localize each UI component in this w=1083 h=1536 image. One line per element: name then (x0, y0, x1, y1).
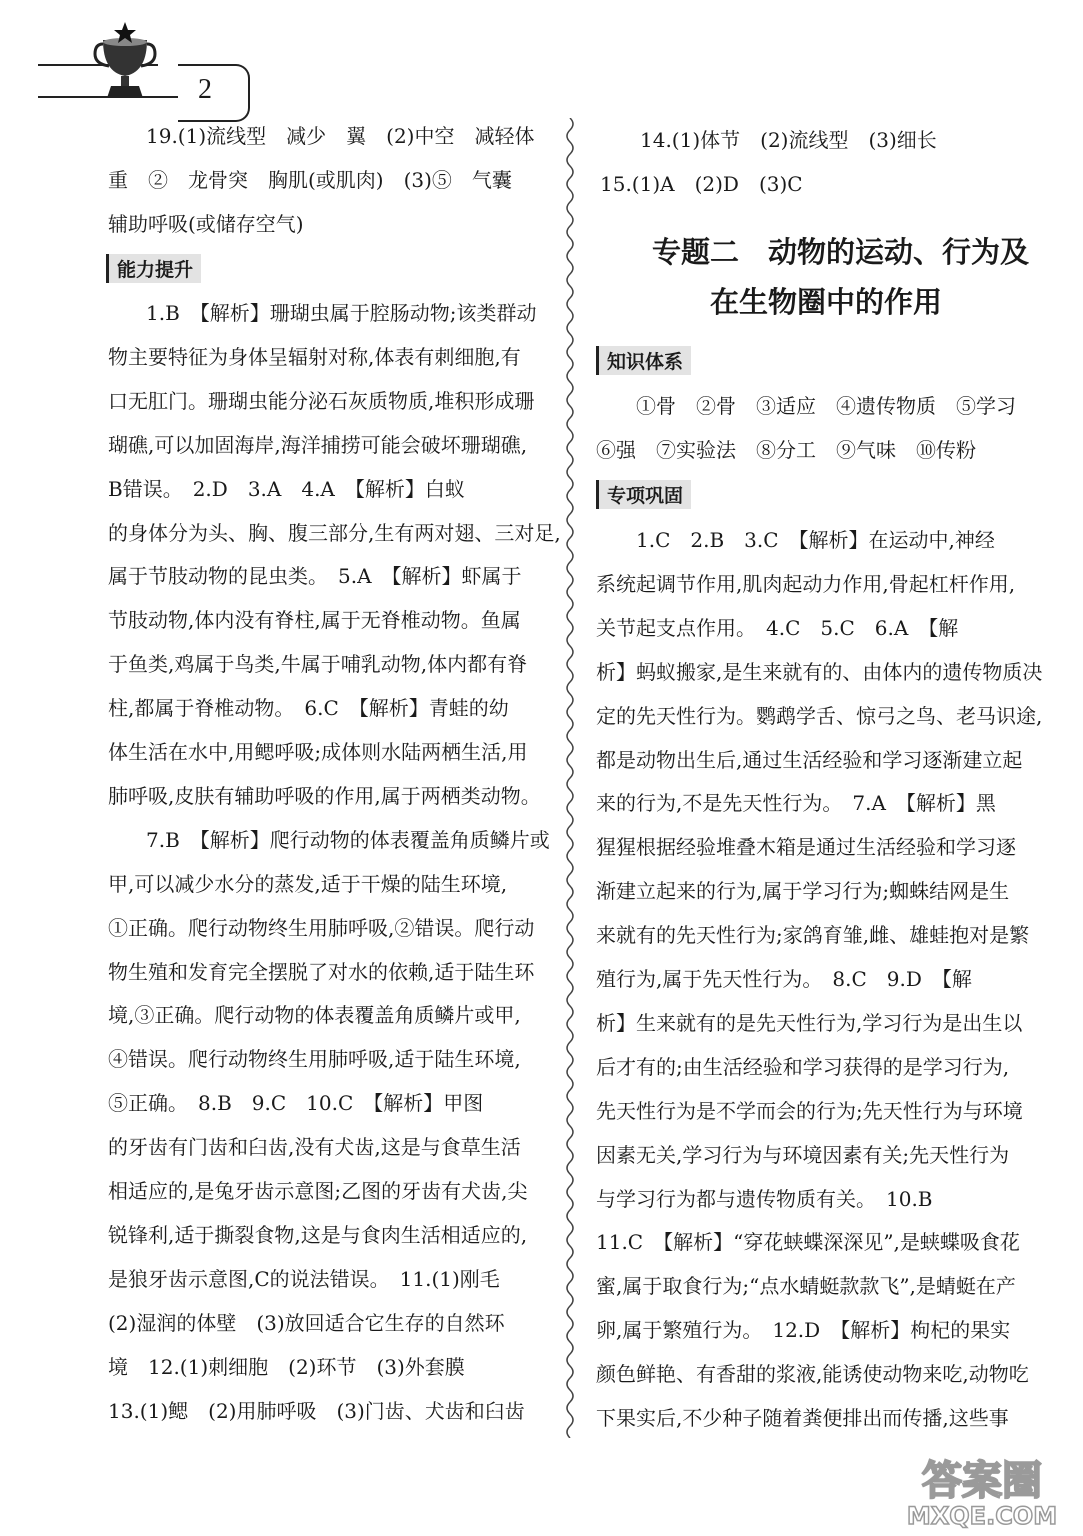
left-answer-line: ④错误。爬行动物终生用肺呼吸,适于陆生环境, (108, 1047, 521, 1072)
right-line-2: 15.(1)A (2)D (3)C (600, 172, 803, 196)
left-answer-line: 相适应的,是兔牙齿示意图;乙图的牙齿有犬齿,尖 (108, 1179, 528, 1203)
left-line-3: 辅助呼吸(或储存空气) (108, 212, 304, 236)
right-answer-line: 析】蚂蚁搬家,是生来就有的、由体内的遗传物质决 (596, 659, 1043, 684)
left-answer-line: 的牙齿有门齿和臼齿,没有犬齿,这是与食草生活 (108, 1135, 521, 1160)
left-answer-line: (2)湿润的体壁 (3)放回适合它生存的自然环 (108, 1310, 505, 1335)
left-answer-line: 的身体分为头、胸、腹三部分,生有两对翅、三对足, (108, 520, 561, 545)
right-answer-line: 蜜,属于取食行为;“点水蜻蜓款款飞”,是蜻蜓在产 (596, 1274, 1016, 1299)
section-ability-heading: 能力提升 (106, 254, 201, 283)
left-answer-line: 13.(1)鳃 (2)用肺呼吸 (3)门齿、犬齿和臼齿 (108, 1398, 525, 1423)
right-answer-line: 定的先天性行为。鹦鹉学舌、惊弓之鸟、老马识途, (596, 703, 1043, 728)
left-answer-line: 瑚礁,可以加固海岸,海洋捕捞可能会破坏珊瑚礁, (108, 432, 528, 457)
left-line-2: 重 ② 龙骨突 胸肌(或肌肉) (3)⑤ 气囊 (108, 168, 512, 192)
watermark-text-cn: 答案圈 (922, 1458, 1042, 1504)
right-answer-line: 殖行为,属于先天性行为。 8.C 9.D 【解 (596, 967, 972, 991)
section-consolidate-heading: 专项巩固 (596, 480, 691, 509)
left-answer-line: 是狼牙齿示意图,C的说法错误。 11.(1)刚毛 (108, 1266, 500, 1291)
left-answer-line: 7.B 【解析】爬行动物的体表覆盖角质鳞片或 (146, 827, 550, 852)
left-answer-line: 境 12.(1)刺细胞 (2)环节 (3)外套膜 (108, 1354, 465, 1379)
page-number: 2 (198, 74, 212, 105)
column-divider (562, 118, 578, 1438)
trophy-icon (85, 20, 165, 104)
chapter-title-line-1: 专题二 动物的运动、行为及 (652, 235, 1030, 269)
left-answer-line: 1.B 【解析】珊瑚虫属于腔肠动物;该类群动 (146, 301, 537, 325)
left-answer-line: 属于节肢动物的昆虫类。 5.A 【解析】虾属于 (108, 564, 522, 589)
right-answer-line: 渐建立起来的行为,属于学习行为;蜘蛛结网是生 (596, 879, 1010, 904)
right-answer-line: 后才有的;由生活经验和学习获得的是学习行为, (596, 1054, 1010, 1079)
page-number-tab (178, 64, 250, 122)
right-answer-line: 系统起调节作用,肌肉起动力作用,骨起杠杆作用, (596, 571, 1016, 596)
left-answer-line: 甲,可以减少水分的蒸发,适于干燥的陆生环境, (108, 871, 508, 896)
left-answer-line: 口无肛门。珊瑚虫能分泌石灰质物质,堆积形成珊 (108, 388, 535, 413)
right-answer-line: 猩猩根据经验堆叠木箱是通过生活经验和学习逐 (596, 835, 1016, 860)
right-line-1: 14.(1)体节 (2)流线型 (3)细长 (640, 128, 937, 152)
page-header (30, 20, 230, 110)
left-answer-line: ①正确。爬行动物终生用肺呼吸,②错误。爬行动 (108, 915, 535, 940)
left-answer-line: 锐锋利,适于撕裂食物,这是与食肉生活相适应的, (108, 1222, 528, 1247)
right-answer-line: 先天性行为是不学而会的行为;先天性行为与环境 (596, 1098, 1023, 1123)
knowledge-line-2: ⑥强 ⑦实验法 ⑧分工 ⑨气味 ⑩传粉 (596, 438, 976, 462)
left-answer-line: 柱,都属于脊椎动物。 6.C 【解析】青蛙的幼 (108, 696, 509, 721)
left-answer-line: 于鱼类,鸡属于鸟类,牛属于哺乳动物,体内都有脊 (108, 652, 528, 677)
watermark-text-en: MXQE.COM (906, 1502, 1058, 1530)
left-answer-line: 物生殖和发育完全摆脱了对水的依赖,适于陆生环 (108, 959, 535, 984)
watermark-logo (887, 1452, 1077, 1530)
knowledge-line-1: ①骨 ②骨 ③适应 ④遗传物质 ⑤学习 (636, 394, 1016, 418)
chapter-title-line-2: 在生物圈中的作用 (710, 285, 943, 319)
right-answer-line: 都是动物出生后,通过生活经验和学习逐渐建立起 (596, 747, 1023, 772)
right-answer-line: 因素无关,学习行为与环境因素有关;先天性行为 (596, 1142, 1010, 1167)
left-answer-line: 境,③正确。爬行动物的体表覆盖角质鳞片或甲, (108, 1003, 521, 1028)
right-answer-line: 来就有的先天性行为;家鸽育雏,雌、雄蛙抱对是繁 (596, 923, 1030, 948)
section-knowledge-heading: 知识体系 (596, 346, 691, 375)
right-answer-line: 下果实后,不少种子随着粪便排出而传播,这些事 (596, 1406, 1009, 1430)
left-answer-line: 体生活在水中,用鳃呼吸;成体则水陆两栖生活,用 (108, 740, 528, 764)
right-answer-line: 卵,属于繁殖行为。 12.D 【解析】枸杞的果实 (596, 1318, 1011, 1343)
right-answer-line: 关节起支点作用。 4.C 5.C 6.A 【解 (596, 615, 959, 640)
left-line-1: 19.(1)流线型 减少 翼 (2)中空 减轻体 (146, 124, 535, 148)
left-answer-line: 肺呼吸,皮肤有辅助呼吸的作用,属于两栖类动物。 (108, 783, 541, 808)
right-answer-line: 11.C 【解析】“穿花蛱蝶深深见”,是蛱蝶吸食花 (596, 1230, 1020, 1255)
left-answer-line: ⑤正确。 8.B 9.C 10.C 【解析】甲图 (108, 1091, 484, 1116)
right-answer-line: 1.C 2.B 3.C 【解析】在运动中,神经 (636, 528, 995, 552)
right-answer-line: 与学习行为都与遗传物质有关。 10.B (596, 1186, 933, 1211)
right-answer-line: 来的行为,不是先天性行为。 7.A 【解析】黑 (596, 791, 996, 816)
left-answer-line: B错误。 2.D 3.A 4.A 【解析】白蚁 (108, 476, 465, 501)
right-answer-line: 颜色鲜艳、有香甜的浆液,能诱使动物来吃,动物吃 (596, 1362, 1029, 1387)
left-answer-line: 物主要特征为身体呈辐射对称,体表有刺细胞,有 (108, 344, 521, 369)
left-answer-line: 节肢动物,体内没有脊柱,属于无脊椎动物。鱼属 (108, 608, 521, 633)
right-answer-line: 析】生来就有的是先天性行为,学习行为是出生以 (596, 1010, 1023, 1035)
